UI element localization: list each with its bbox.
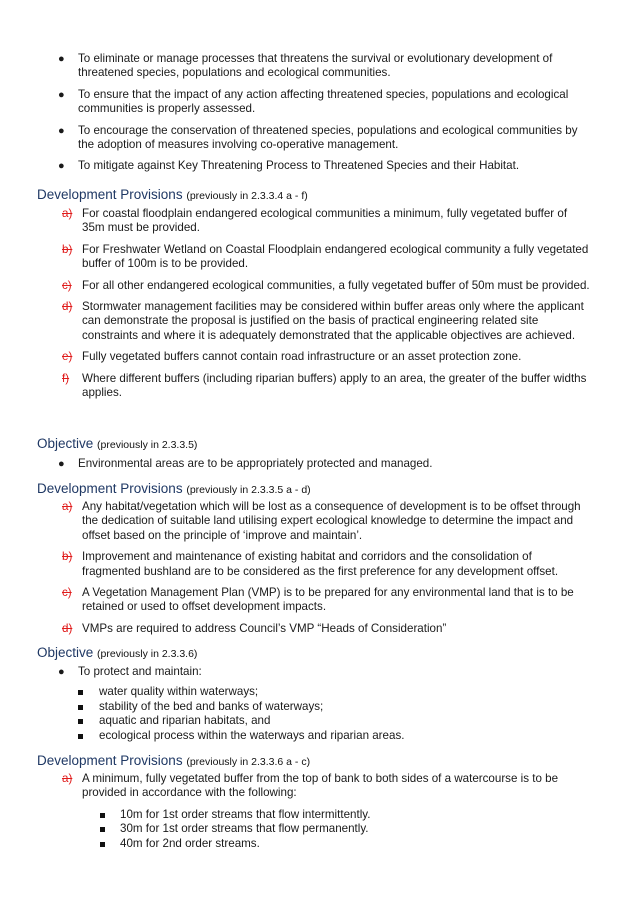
bullet-icon: ● — [58, 458, 65, 470]
list-item: c) For all other endangered ecological communities, a fully vegetated buffer of 50m must be provided. — [62, 278, 590, 292]
list-marker: e) — [62, 350, 73, 364]
list-marker: c) — [62, 278, 72, 292]
list-item: d) Stormwater management facilities may be considered within buffer areas only where the applicant can demonstrate the proposal is justified on the basis of practical engineering related site constraints and where it is adequately demonstrated that the applicable objectives are achieved. — [62, 300, 584, 342]
bullet-icon: ● — [58, 124, 65, 137]
objective-bullet-list — [0, 665, 625, 750]
list-item: ● Environmental areas are to be appropriately protected and managed. — [58, 457, 433, 470]
list-marker: a) — [62, 772, 73, 785]
square-bullet-icon — [100, 813, 105, 818]
list-item: e) Fully vegetated buffers cannot contain road infrastructure or an asset protection zone. — [62, 350, 522, 364]
list-item: ● To protect and maintain: water quality within waterways; stability of the bed and banks of waterways; aquatic and riparian habitats, and ecological process within the waterways and riparian areas. — [0, 665, 625, 743]
sub-bullet-list — [0, 685, 589, 743]
bullet-icon: ● — [58, 160, 65, 173]
list-item: 10m for 1st order streams that flow intermittently. — [0, 808, 591, 822]
list-item: water quality within waterways; — [0, 685, 589, 699]
bullet-icon: ● — [58, 88, 65, 101]
list-item: c) A Vegetation Management Plan (VMP) is to be prepared for any environmental land that is to be retained or used to offset development impacts. — [62, 586, 574, 614]
list-item: a) A minimum, fully vegetated buffer from the top of bank to both sides of a watercourse is to be provided in accordance with the following: 10m for 1st order streams that flow intermittently. 30m for 1st order streams that flow permanently. 40m for 2nd order streams. — [0, 772, 625, 851]
list-item: aquatic and riparian habitats, and — [0, 714, 589, 728]
list-item: a) Any habitat/vegetation which will be lost as a consequence of development is to be offset through the dedication of suitable land utilising expert ecological knowledge to determine the impact and offset based on the principle of ‘improve and maintain’. — [62, 500, 581, 542]
square-bullet-icon — [78, 734, 83, 739]
square-bullet-icon — [78, 719, 83, 724]
square-bullet-icon — [100, 842, 105, 847]
section-heading: Development Provisions (previously in 2.3.3.5 a - d) — [37, 481, 311, 496]
list-item: ecological process within the waterways and riparian areas. — [0, 729, 589, 743]
provision-list — [0, 500, 625, 643]
section-heading: Objective (previously in 2.3.3.6) — [37, 645, 198, 660]
list-marker: b) — [62, 242, 73, 256]
sub-bullet-list — [0, 808, 591, 851]
list-item: b) For Freshwater Wetland on Coastal Floodplain endangered ecological community a fully vegetated buffer of 100m is to be provided. — [62, 242, 589, 271]
objective-bullet-list — [0, 52, 625, 181]
list-item: 40m for 2nd order streams. — [0, 837, 591, 851]
objective-bullet-list — [0, 457, 625, 478]
list-item: ● To mitigate against Key Threatening Process to Threatened Species and their Habitat. — [58, 159, 520, 173]
list-item: ● To eliminate or manage processes that threatens the survival or evolutionary development of threatened species, populations and ecological communities. — [58, 52, 553, 80]
section-heading: Development Provisions (previously in 2.3.3.6 a - c) — [37, 753, 311, 768]
list-marker: b) — [62, 550, 73, 564]
list-item: a) For coastal floodplain endangered ecological communities a minimum, fully vegetated buffer of 35m must be provided. — [62, 207, 568, 235]
list-marker: f) — [62, 371, 70, 385]
list-marker: c) — [62, 586, 72, 600]
list-item: ● To ensure that the impact of any action affecting threatened species, populations and ecological communities is properly assessed. — [58, 87, 569, 116]
list-item: stability of the bed and banks of waterways; — [0, 700, 589, 714]
list-marker: d) — [62, 621, 73, 635]
list-marker: a) — [62, 207, 73, 220]
square-bullet-icon — [100, 827, 105, 832]
list-item: f) Where different buffers (including riparian buffers) apply to an area, the greater of the buffer widths applies. — [62, 371, 587, 400]
bullet-icon: ● — [58, 53, 65, 65]
list-item: 30m for 1st order streams that flow permanently. — [0, 822, 591, 836]
square-bullet-icon — [78, 705, 83, 710]
provision-list — [0, 772, 625, 858]
square-bullet-icon — [78, 690, 83, 695]
bullet-icon: ● — [58, 666, 65, 678]
list-item: d) VMPs are required to address Council’s VMP “Heads of Consideration” — [62, 621, 447, 635]
list-marker: d) — [62, 300, 73, 314]
provision-list — [0, 207, 625, 407]
section-heading: Objective (previously in 2.3.3.5) — [37, 436, 198, 451]
section-heading: Development Provisions (previously in 2.3.3.4 a - f) — [37, 187, 308, 202]
list-item: b) Improvement and maintenance of existing habitat and corridors and the consolidation of fragmented bushland are to be considered as the first preference for any development offset. — [62, 550, 559, 578]
list-marker: a) — [62, 500, 73, 513]
list-item: ● To encourage the conservation of threatened species, populations and ecological communities by the adoption of measures involving co-operative management. — [58, 123, 578, 152]
